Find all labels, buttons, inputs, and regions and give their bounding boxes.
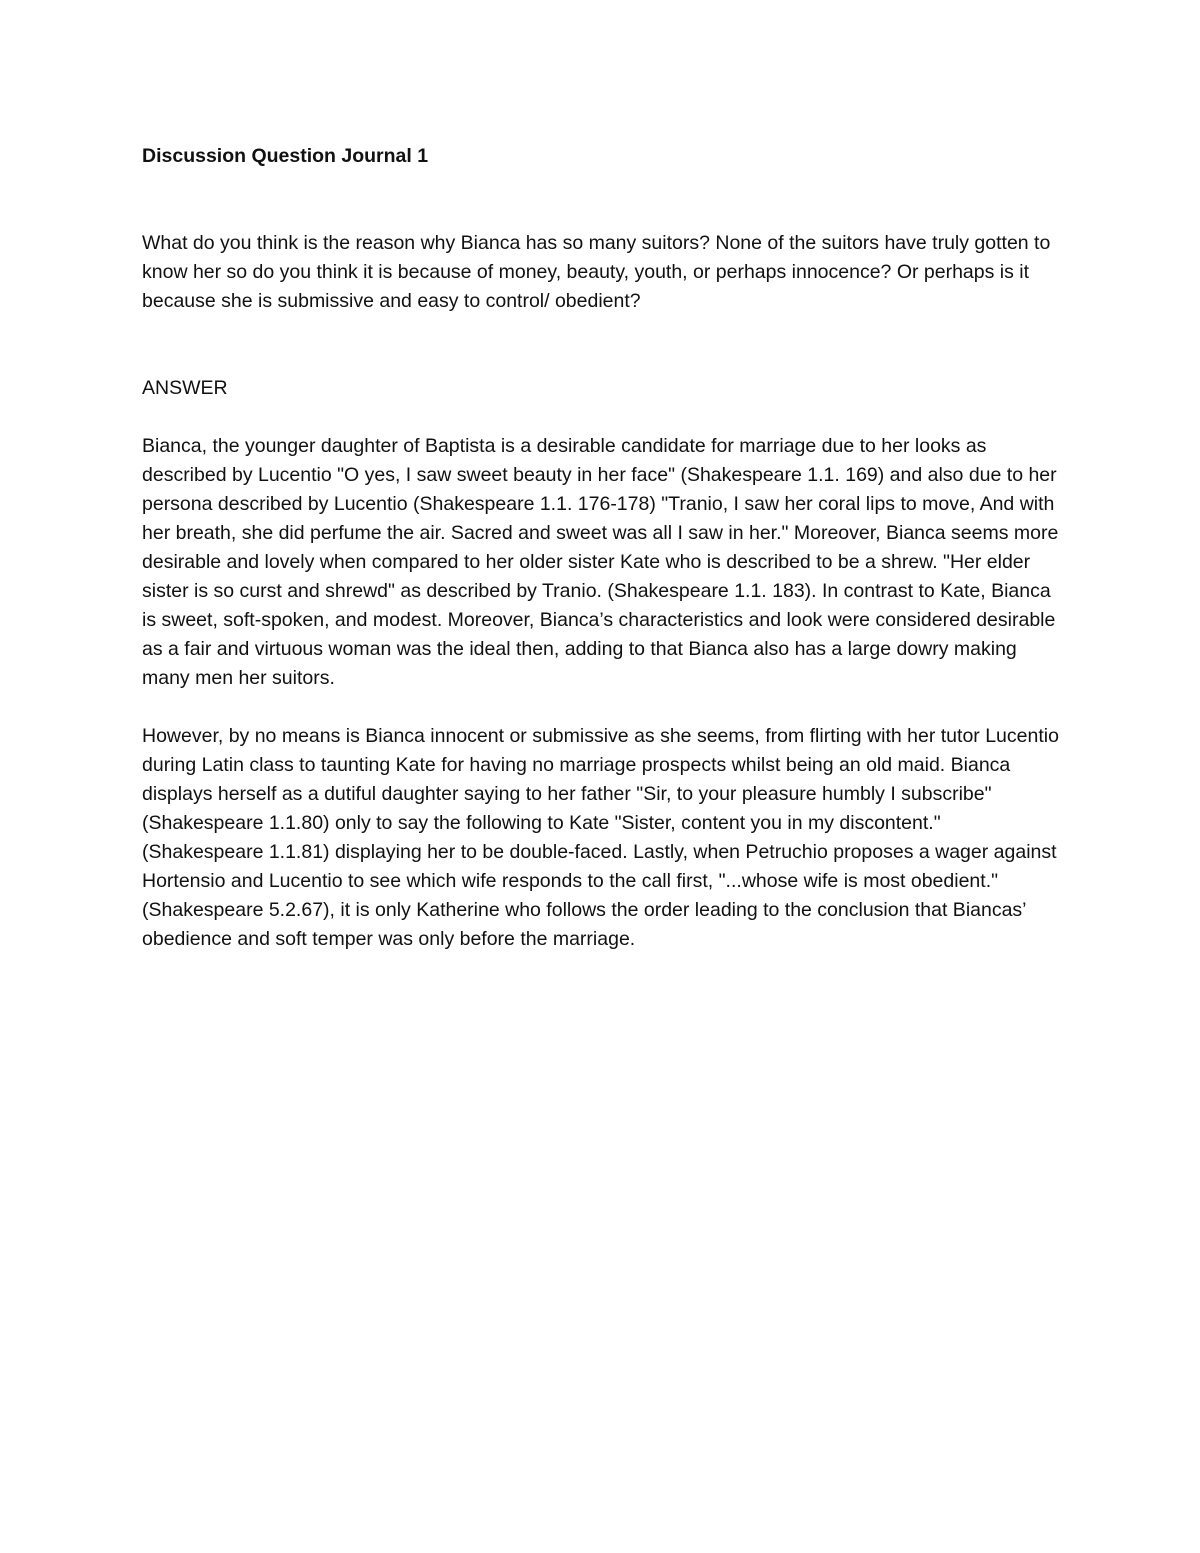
- discussion-question: What do you think is the reason why Bianca has so many suitors? None of the suitors have truly gotten to know her so do you think it is because of money, beauty, youth, or perhaps innocence? Or perhaps is it because she is submissive and easy to control/ obedient?: [142, 232, 1051, 312]
- document-title: Discussion Question Journal 1: [142, 145, 429, 167]
- answer-paragraph-2: However, by no means is Bianca innocent or submissive as she seems, from flirting with her tutor Lucentio during Latin class to taunting Kate for having no marriage prospects whilst being an old maid. Bianca displays herself as a dutiful daughter saying to her father "Sir, to your pleasure humbly I subscribe"(Shakespeare 1.1.80) only to say the following to Kate "Sister, content you in my discontent."(Shakespeare 1.1.81) displaying her to be double-faced. Lastly, when Petruchio proposes a wager against Hortensio and Lucentio to see which wife responds to the call first, "...whose wife is most obedient." (Shakespeare 5.2.67), it is only Katherine who follows the order leading to the conclusion that Biancas’ obedience and soft temper was only before the marriage.: [142, 725, 1059, 950]
- answer-heading: ANSWER: [142, 377, 228, 399]
- answer-paragraph-1: Bianca, the younger daughter of Baptista is a desirable candidate for marriage due to her looks as described by Lucentio "O yes, I saw sweet beauty in her face" (Shakespeare 1.1. 169) and also due to her persona described by Lucentio (Shakespeare 1.1. 176-178) "Tranio, I saw her coral lips to move, And with her breath, she did perfume the air. Sacred and sweet was all I saw in her." Moreover, Bianca seems more desirable and lovely when compared to her older sister Kate who is described to be a shrew. "Her elder sister is so curst and shrewd" as described by Tranio. (Shakespeare 1.1. 183). In contrast to Kate, Bianca is sweet, soft-spoken, and modest. Moreover, Bianca’s characteristics and look were considered desirable as a fair and virtuous woman was the ideal then, adding to that Bianca also has a large dowry making many men her suitors.: [142, 435, 1059, 689]
- document-body: [142, 142, 1062, 954]
